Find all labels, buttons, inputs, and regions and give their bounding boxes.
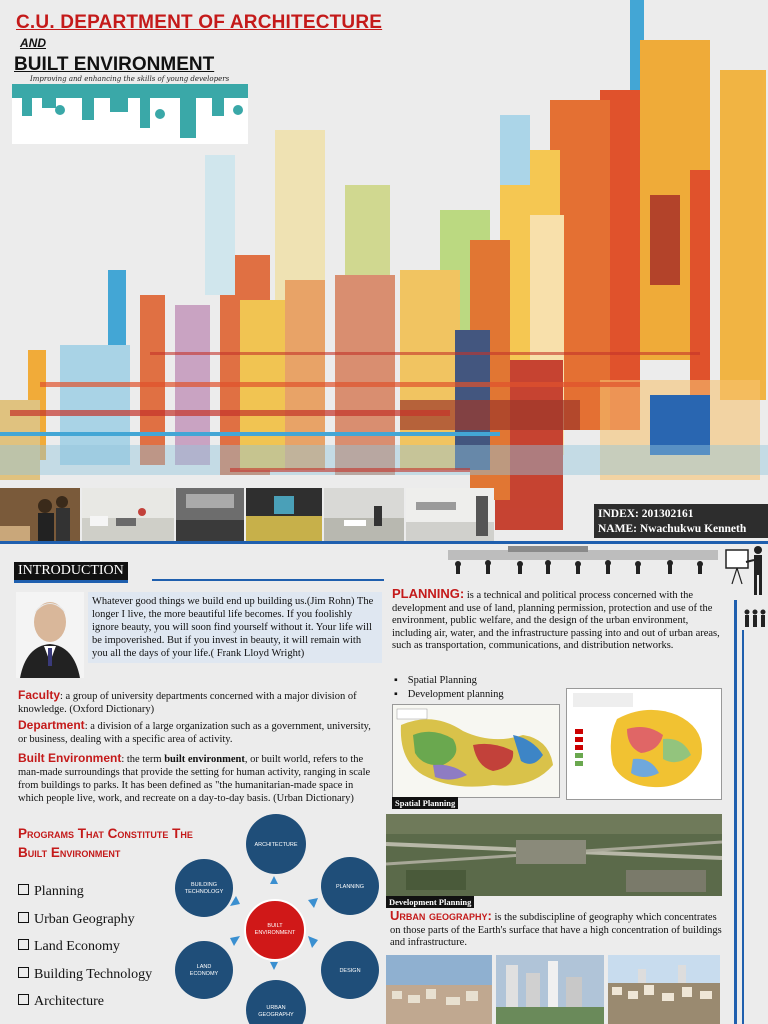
student-index: INDEX: 201302161 bbox=[598, 508, 694, 520]
checkbox-icon bbox=[18, 994, 29, 1005]
page-title: C.U. DEPARTMENT OF ARCHITECTURE bbox=[16, 12, 383, 33]
people-silhouettes bbox=[448, 546, 718, 574]
skyline-logo bbox=[12, 84, 248, 144]
built-bold: built environment bbox=[164, 754, 245, 765]
department-text: : a division of a large organization such as a government, university, or business, dealing with a specific area of activity. bbox=[18, 721, 371, 745]
student-name: NAME: Nwachukwu Kenneth bbox=[598, 523, 747, 535]
programs-list bbox=[18, 884, 152, 1022]
diagram-label-architecture: ARCHITECTURE bbox=[254, 842, 298, 848]
development-planning-aerial bbox=[386, 814, 722, 896]
caption-spatial-planning: Spatial Planning bbox=[392, 797, 458, 809]
introduction-heading: INTRODUCTION bbox=[14, 562, 128, 583]
list-item: Urban Geography bbox=[18, 912, 152, 940]
list-item: Land Economy bbox=[18, 939, 152, 967]
programs-diagram bbox=[168, 812, 380, 1024]
photo-studio-3 bbox=[324, 488, 404, 542]
checkbox-icon bbox=[18, 912, 29, 923]
diagram-node-land-economy bbox=[175, 941, 233, 999]
list-item: Building Technology bbox=[18, 967, 152, 995]
tagline: Improving and enhancing the skills of young developers bbox=[30, 75, 230, 83]
department-term: Department bbox=[18, 718, 85, 732]
speaker-portrait bbox=[16, 592, 84, 678]
spatial-planning-map bbox=[392, 704, 560, 798]
urban-photo-3 bbox=[608, 955, 720, 1024]
faculty-definition bbox=[18, 689, 374, 716]
caption-development-planning: Development Planning bbox=[386, 896, 474, 908]
vertical-rule bbox=[734, 600, 737, 1024]
faculty-text: : a group of university departments concerned with a major division of knowledge. (Oxford Dictionary) bbox=[18, 691, 357, 715]
heading-rule bbox=[152, 579, 384, 581]
vertical-rule bbox=[742, 630, 744, 1024]
planning-definition bbox=[392, 588, 722, 653]
urban-photo-2 bbox=[496, 955, 604, 1024]
checkbox-icon bbox=[18, 939, 29, 950]
checkbox-icon bbox=[18, 967, 29, 978]
list-item: Planning bbox=[18, 884, 152, 912]
diagram-label-urban: URBAN bbox=[266, 1005, 286, 1011]
title-conjunction: AND bbox=[20, 36, 46, 50]
student-info-box bbox=[594, 504, 768, 538]
urban-geography-text: is the subdiscipline of geography which concentrates on those parts of the Earth's surface that have a high concentration of buildings and infrastructure. bbox=[390, 912, 722, 948]
built-environment-definition bbox=[18, 752, 374, 805]
svg-text:TECHNOLOGY: TECHNOLOGY bbox=[184, 889, 224, 895]
department-definition bbox=[18, 719, 374, 746]
diagram-label-planning: PLANNING bbox=[335, 884, 365, 890]
divider-rule bbox=[0, 541, 768, 544]
planning-types-list bbox=[394, 674, 504, 701]
presenter-icon bbox=[722, 540, 768, 600]
page-subtitle: BUILT ENVIRONMENT bbox=[14, 54, 215, 75]
built-text-a: : the term bbox=[121, 754, 165, 765]
list-item: ▪ Spatial Planning bbox=[394, 674, 504, 688]
svg-text:GEOGRAPHY: GEOGRAPHY bbox=[258, 1012, 294, 1018]
list-item: ▪ Development planning bbox=[394, 688, 504, 702]
photo-lecture-hall bbox=[176, 488, 244, 542]
checkbox-icon bbox=[18, 884, 29, 895]
diagram-label-land: LAND bbox=[196, 964, 212, 970]
photo-studio-4 bbox=[406, 488, 494, 542]
zoning-plan-map bbox=[566, 688, 722, 800]
diagram-node-building-technology bbox=[175, 859, 233, 917]
studio-photo-strip bbox=[0, 488, 494, 542]
urban-geography-term: Urban geography: bbox=[390, 908, 492, 923]
photo-students bbox=[0, 488, 80, 542]
urban-geography-definition bbox=[390, 910, 724, 950]
built-text-b: , or built world, refers to the man-made surroundings that provide the setting for human activity, ranging in scale from buildings to parks. It has been defined as "the humanitarian-made space in which people live, work, and recreate on a day-to-day basis. (Urban Dictionary) bbox=[18, 754, 371, 804]
svg-text:ECONOMY: ECONOMY bbox=[189, 971, 219, 977]
urban-photo-1 bbox=[386, 955, 492, 1024]
diagram-center-label: BUILT bbox=[267, 923, 283, 929]
programs-heading: Programs That Constitute The Built Environment bbox=[18, 826, 193, 860]
planning-text: is a technical and political process concerned with the development and use of land, planning permission, protection and use of the environment, public welfare, and the design of the urban environment, including air, water, and the infrastructure passing into and out of urban areas, such as transportation, communications, and distribution networks. bbox=[392, 590, 720, 651]
list-item: Architecture bbox=[18, 994, 152, 1022]
intro-quote: Whatever good things we build end up building us.(Jim Rohn) The longer I live, the more beautiful life becomes. If you foolishly ignore beauty, you will soon find yourself without it. Your life will be impoverished. But if you invest in beauty, it will remain with you all the days of your life.( Frank Lloyd Wright) bbox=[88, 592, 382, 663]
svg-text:ENVIRONMENT: ENVIRONMENT bbox=[254, 930, 296, 936]
people-group-icon bbox=[742, 606, 768, 630]
faculty-term: Faculty bbox=[18, 688, 61, 702]
photo-studio-2 bbox=[246, 488, 322, 542]
photo-studio-1 bbox=[82, 488, 174, 542]
planning-term: PLANNING: bbox=[392, 586, 465, 601]
built-environment-term: Built Environment bbox=[18, 751, 122, 765]
diagram-label-building: BUILDING bbox=[191, 882, 217, 888]
diagram-label-design: DESIGN bbox=[339, 968, 361, 974]
